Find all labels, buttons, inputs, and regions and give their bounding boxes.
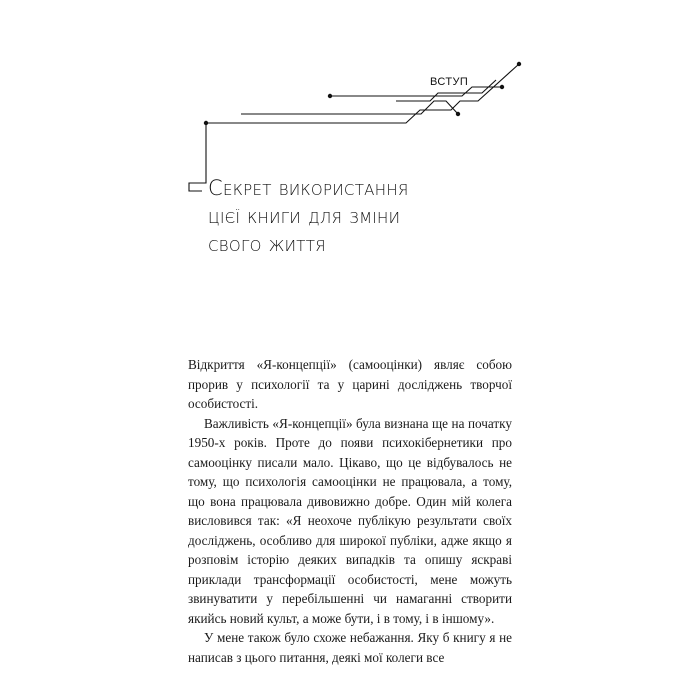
node-dot <box>456 112 460 116</box>
body-text <box>188 355 512 667</box>
paragraph: У мене також було схоже небажання. Яку б книгу я не написав з цього питання, деякі мої колеги все <box>188 630 512 665</box>
node-dot <box>500 85 504 89</box>
chapter-title-line: цієї книги для зміни <box>208 204 401 228</box>
chapter-title-line: Секрет використання <box>208 176 409 200</box>
paragraph: Важливість «Я-концепції» була визнана ще на початку 1950-х років. Проте до появи психокібернетики про самооцінку писали мало. Цікаво, що це відбувалось не тому, що психологія самооцінки не працювала, а тому, що вона працювала дивовижно добре. Один мій колега висловився так: «Я неохоче публікую результати своїх досліджень, особливо для широкої публіки, адже якщо я розповім історію деяких випадків та опишу яскраві приклади трансформації особистості, мене можуть звинуватити у перебільшенні чи намаганні створити якийсь новий культ, а може бути, і в тому, і в іншому». <box>188 415 512 626</box>
node-dot <box>204 121 208 125</box>
chapter-title-line: свого життя <box>208 232 326 256</box>
node-dot <box>517 62 521 66</box>
paragraph: Відкриття «Я-концепції» (самооцінки) являє собою прорив у психології та у царині досліджень творчої особистості. <box>188 357 512 411</box>
node-dot <box>328 94 332 98</box>
chapter-title <box>208 174 508 258</box>
section-label: ВСТУП <box>430 76 469 88</box>
